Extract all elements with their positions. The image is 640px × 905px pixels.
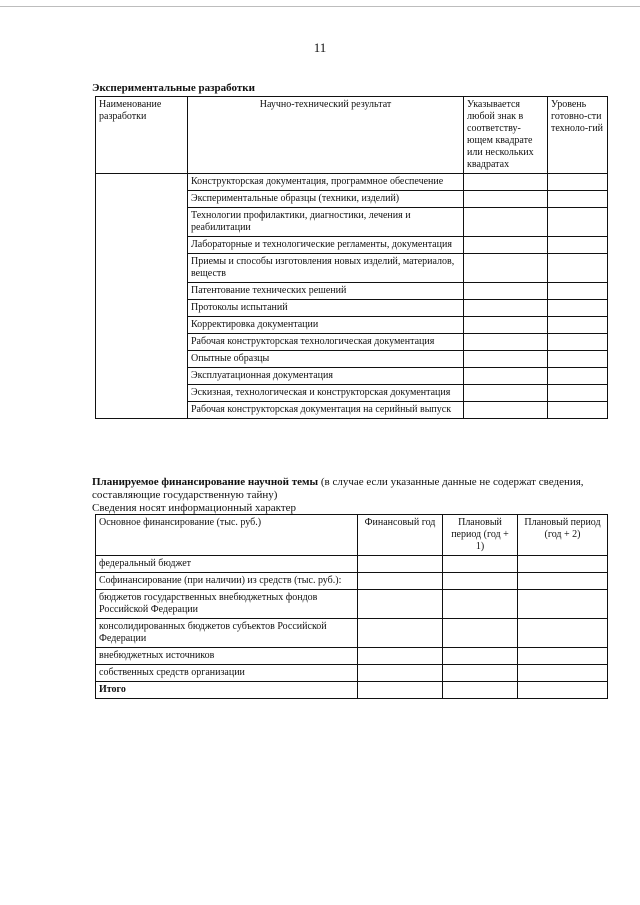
fin-year-cell[interactable]	[358, 665, 443, 682]
level-cell[interactable]	[548, 237, 608, 254]
table-row	[96, 648, 608, 665]
result-cell: Эксплуатационная документация	[188, 368, 464, 385]
header-plan-1: Плановый период (год + 1)	[443, 515, 518, 556]
mark-cell[interactable]	[464, 208, 548, 237]
mark-cell[interactable]	[464, 191, 548, 208]
mark-cell[interactable]	[464, 254, 548, 283]
plan-2-cell[interactable]	[518, 665, 608, 682]
financing-source-cell: собственных средств организации	[96, 665, 358, 682]
development-name-cell	[96, 174, 188, 419]
result-cell: Технологии профилактики, диагностики, лечения и реабилитации	[188, 208, 464, 237]
fin-year-cell[interactable]	[358, 619, 443, 648]
result-cell: Лабораторные и технологические регламенты, документация	[188, 237, 464, 254]
table-row	[96, 174, 608, 191]
experimental-developments-table	[95, 96, 608, 419]
header-level: Уровень готовно-сти техноло-гий	[548, 97, 608, 174]
table-row	[96, 573, 608, 590]
table-row	[96, 556, 608, 573]
level-cell[interactable]	[548, 191, 608, 208]
fin-year-cell[interactable]	[358, 573, 443, 590]
plan-1-cell[interactable]	[443, 682, 518, 699]
level-cell[interactable]	[548, 254, 608, 283]
result-cell: Эскизная, технологическая и конструкторская документация	[188, 385, 464, 402]
fin-year-cell[interactable]	[358, 682, 443, 699]
result-cell: Конструкторская документация, программное обеспечение	[188, 174, 464, 191]
page-number: 11	[313, 40, 327, 55]
mark-cell[interactable]	[464, 283, 548, 300]
level-cell[interactable]	[548, 283, 608, 300]
mark-cell[interactable]	[464, 174, 548, 191]
plan-2-cell[interactable]	[518, 619, 608, 648]
level-cell[interactable]	[548, 385, 608, 402]
top-border-line	[0, 6, 640, 7]
plan-1-cell[interactable]	[443, 648, 518, 665]
level-cell[interactable]	[548, 351, 608, 368]
plan-2-cell[interactable]	[518, 648, 608, 665]
result-cell: Корректировка документации	[188, 317, 464, 334]
level-cell[interactable]	[548, 317, 608, 334]
header-mark: Указывается любой знак в соответству-ющем квадрате или нескольких квадратах	[464, 97, 548, 174]
plan-1-cell[interactable]	[443, 665, 518, 682]
financing-source-cell: бюджетов государственных внебюджетных фондов Российской Федерации	[96, 590, 358, 619]
table-row	[96, 665, 608, 682]
section-title: Экспериментальные разработки	[92, 82, 255, 94]
table-header-row	[96, 515, 608, 556]
result-cell: Рабочая конструкторская документация на серийный выпуск	[188, 402, 464, 419]
header-plan-2: Плановый период (год + 2)	[518, 515, 608, 556]
plan-1-cell[interactable]	[443, 573, 518, 590]
header-fin-year: Финансовый год	[358, 515, 443, 556]
result-cell: Протоколы испытаний	[188, 300, 464, 317]
level-cell[interactable]	[548, 334, 608, 351]
fin-year-cell[interactable]	[358, 556, 443, 573]
mark-cell[interactable]	[464, 385, 548, 402]
financing-table	[95, 514, 608, 699]
mark-cell[interactable]	[464, 300, 548, 317]
result-cell: Опытные образцы	[188, 351, 464, 368]
table-header-row	[96, 97, 608, 174]
plan-1-cell[interactable]	[443, 590, 518, 619]
table-row	[96, 590, 608, 619]
financing-source-cell: консолидированных бюджетов субъектов Российской Федерации	[96, 619, 358, 648]
plan-1-cell[interactable]	[443, 619, 518, 648]
level-cell[interactable]	[548, 402, 608, 419]
plan-2-cell[interactable]	[518, 590, 608, 619]
financing-heading-bold: Планируемое финансирование научной темы	[92, 476, 319, 488]
mark-cell[interactable]	[464, 237, 548, 254]
financing-heading	[92, 476, 612, 502]
plan-2-cell[interactable]	[518, 573, 608, 590]
table-row	[96, 619, 608, 648]
financing-source-cell: Софинансирование (при наличии) из средств (тыс. руб.):	[96, 573, 358, 590]
financing-source-cell: федеральный бюджет	[96, 556, 358, 573]
level-cell[interactable]	[548, 174, 608, 191]
financing-source-cell: Итого	[96, 682, 358, 699]
table-row	[96, 682, 608, 699]
level-cell[interactable]	[548, 300, 608, 317]
level-cell[interactable]	[548, 368, 608, 385]
mark-cell[interactable]	[464, 351, 548, 368]
financing-heading-rest: (в случае если указанные данные не содержат сведения, составляющие государственную тайну)	[92, 476, 584, 501]
financing-source-cell: внебюджетных источников	[96, 648, 358, 665]
result-cell: Рабочая конструкторская технологическая документация	[188, 334, 464, 351]
financing-note: Сведения носят информационный характер	[92, 502, 297, 514]
plan-2-cell[interactable]	[518, 556, 608, 573]
header-result: Научно-технический результат	[188, 97, 464, 174]
result-cell: Экспериментальные образцы (техники, изделий)	[188, 191, 464, 208]
fin-year-cell[interactable]	[358, 648, 443, 665]
header-main: Основное финансирование (тыс. руб.)	[96, 515, 358, 556]
level-cell[interactable]	[548, 208, 608, 237]
mark-cell[interactable]	[464, 334, 548, 351]
header-name: Наименование разработки	[96, 97, 188, 174]
fin-year-cell[interactable]	[358, 590, 443, 619]
plan-1-cell[interactable]	[443, 556, 518, 573]
plan-2-cell[interactable]	[518, 682, 608, 699]
result-cell: Патентование технических решений	[188, 283, 464, 300]
result-cell: Приемы и способы изготовления новых изделий, материалов, веществ	[188, 254, 464, 283]
mark-cell[interactable]	[464, 402, 548, 419]
mark-cell[interactable]	[464, 368, 548, 385]
mark-cell[interactable]	[464, 317, 548, 334]
